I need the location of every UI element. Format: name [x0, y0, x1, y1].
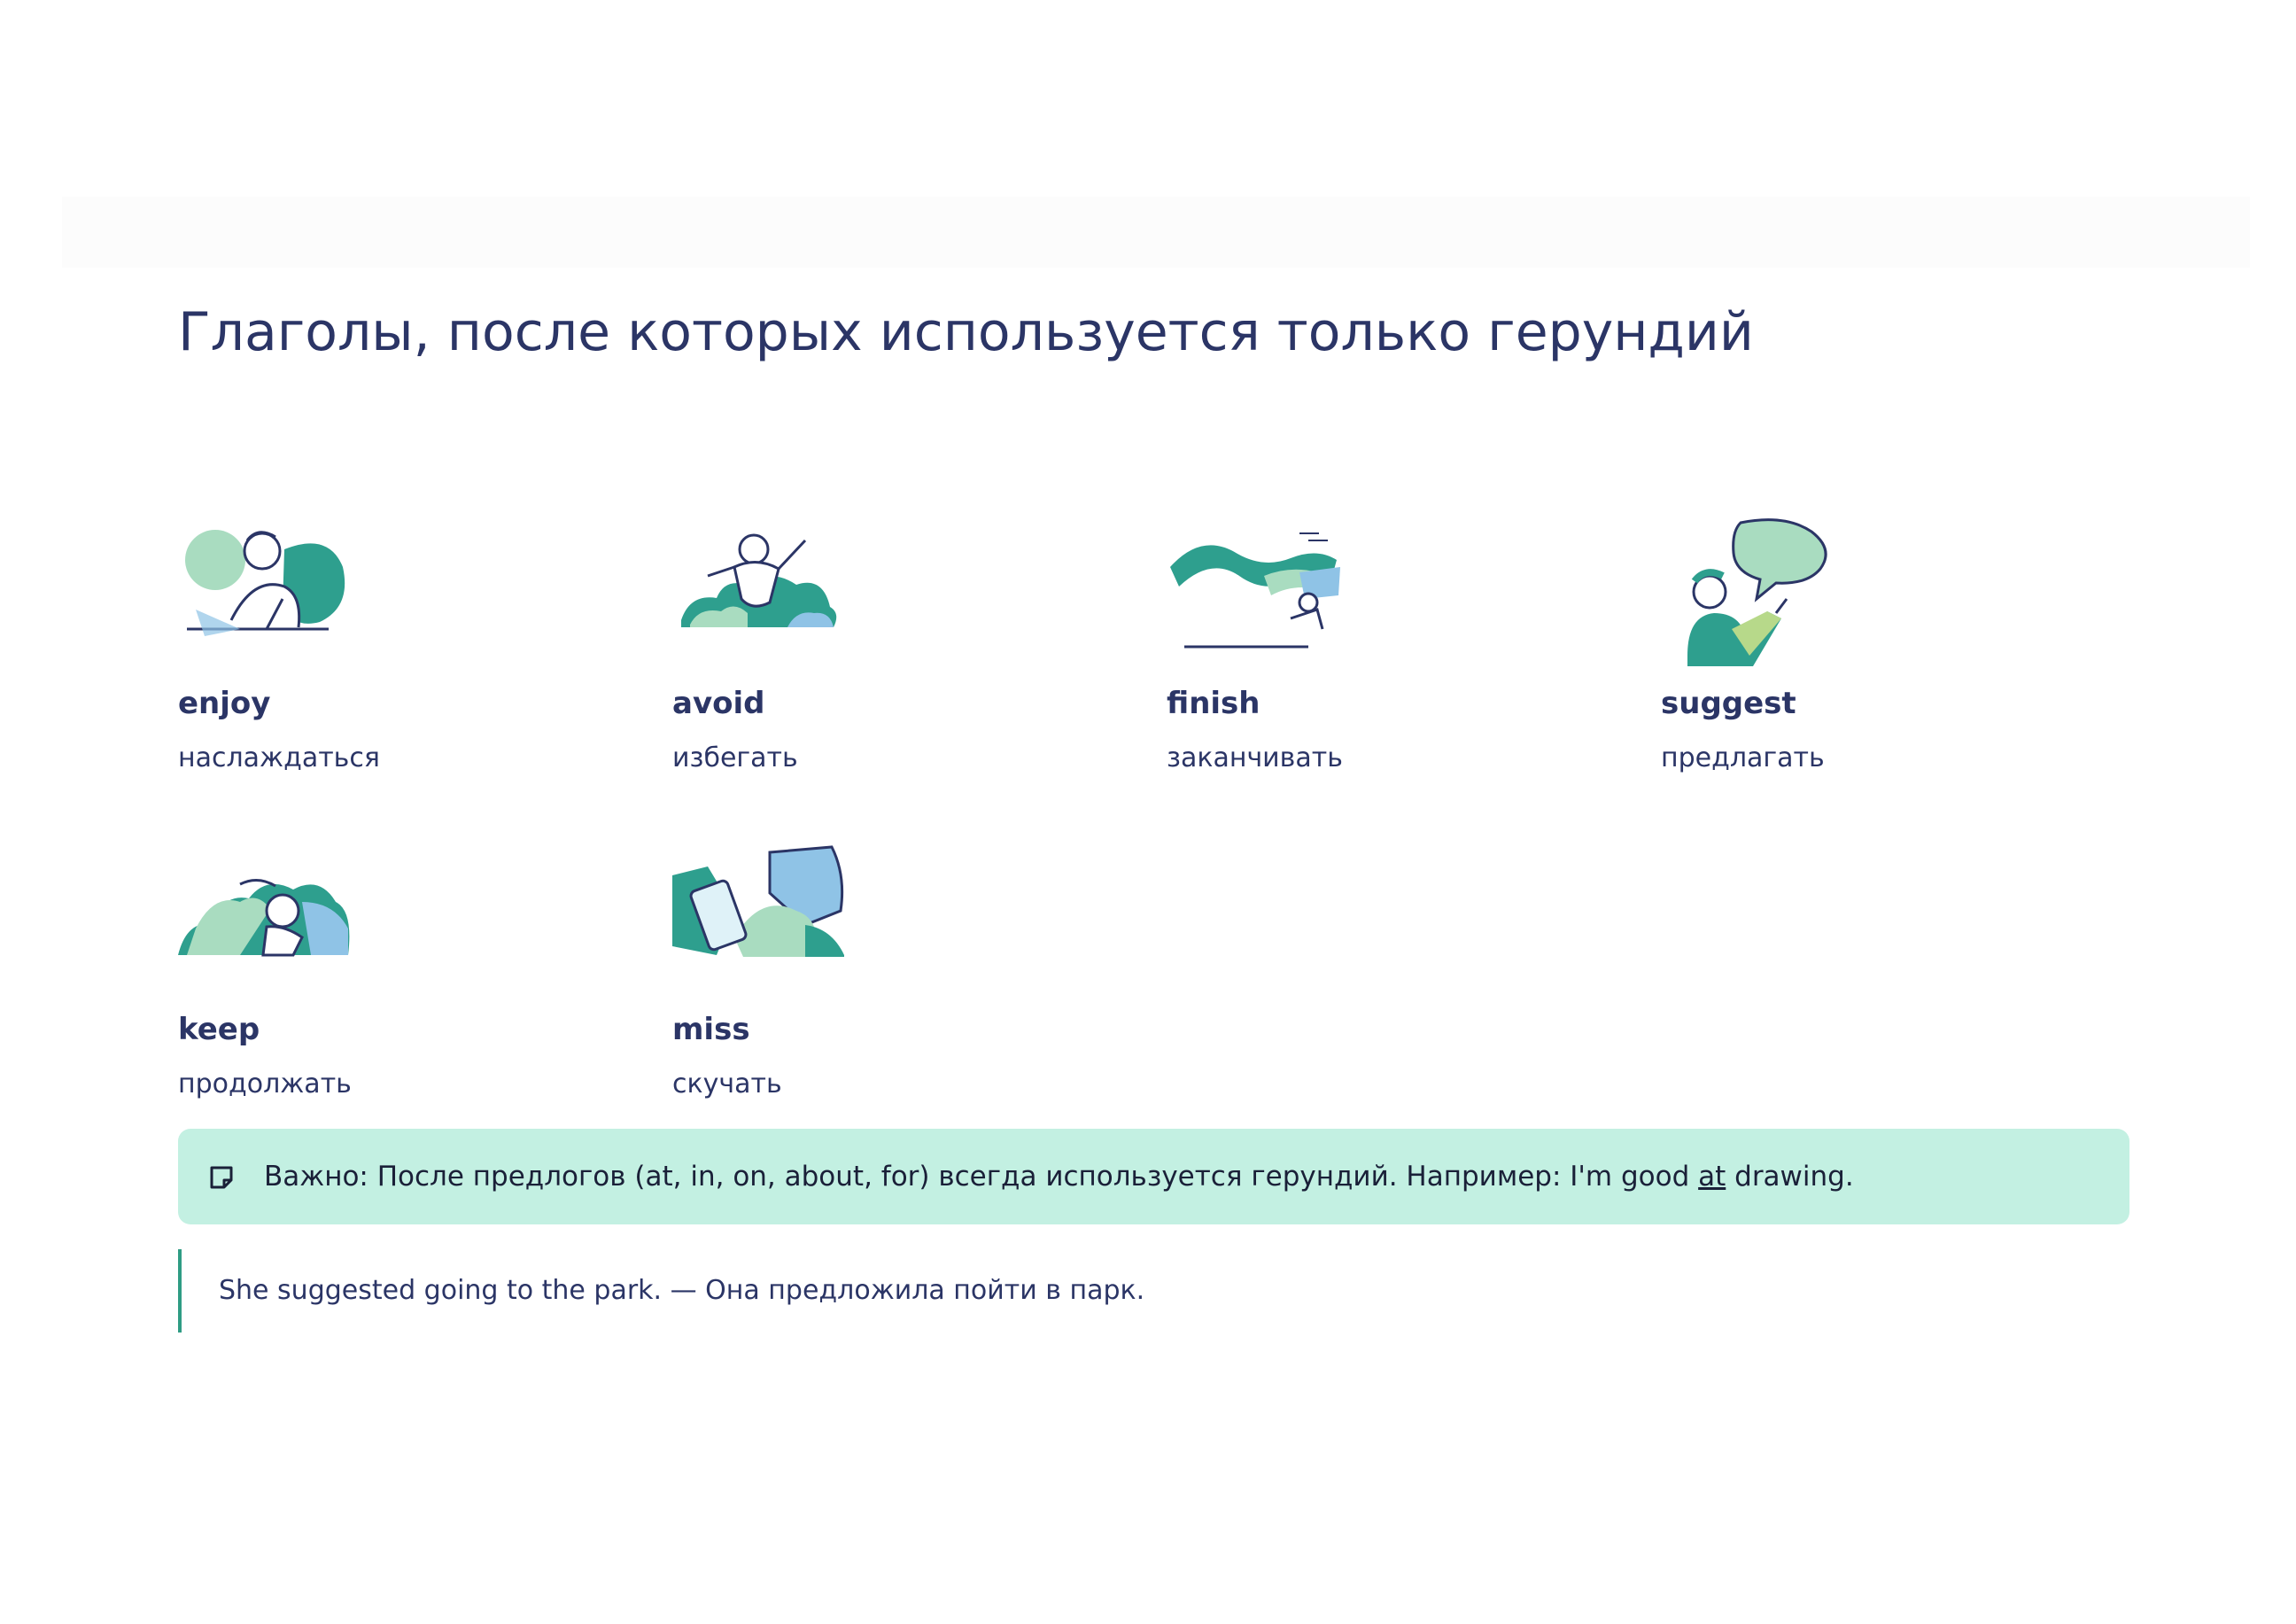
note-text	[264, 1155, 1854, 1198]
example-text: She suggested going to the park. — Она предложила пойти в парк.	[219, 1275, 1145, 1306]
hands-holding-phone-icon	[672, 840, 849, 999]
verb-word: enjoy	[178, 686, 271, 721]
page-title: Глаголы, после которых используется только герундий	[178, 301, 1754, 363]
verb-word: avoid	[672, 686, 765, 721]
example-quote	[178, 1249, 1776, 1333]
runner-finish-line-icon	[1167, 514, 1344, 673]
verb-translation: заканчивать	[1167, 742, 1343, 773]
person-drawing-icon	[178, 514, 355, 673]
verb-translation: продолжать	[178, 1068, 352, 1100]
verb-translation: скучать	[672, 1068, 782, 1100]
verb-translation: предлагать	[1661, 742, 1825, 773]
verb-word: miss	[672, 1012, 750, 1047]
verb-translation: избегать	[672, 742, 798, 773]
note-text-after: drawing.	[1726, 1161, 1854, 1193]
top-band	[62, 197, 2250, 268]
verb-word: finish	[1167, 686, 1260, 721]
person-walking-plants-icon	[178, 840, 355, 999]
note-text-before: Важно: После предлогов (at, in, on, about, for) всегда используется герундий. Например: I'm good	[264, 1161, 1699, 1193]
person-speech-bubble-icon	[1661, 514, 1838, 673]
verb-translation: наслаждаться	[178, 742, 380, 773]
note-box	[178, 1129, 2129, 1224]
verb-word: suggest	[1661, 686, 1796, 721]
sticky-note-icon	[208, 1164, 235, 1191]
note-underlined-word: at	[1698, 1161, 1726, 1193]
person-avoiding-icon	[672, 514, 849, 673]
verb-word: keep	[178, 1012, 260, 1047]
